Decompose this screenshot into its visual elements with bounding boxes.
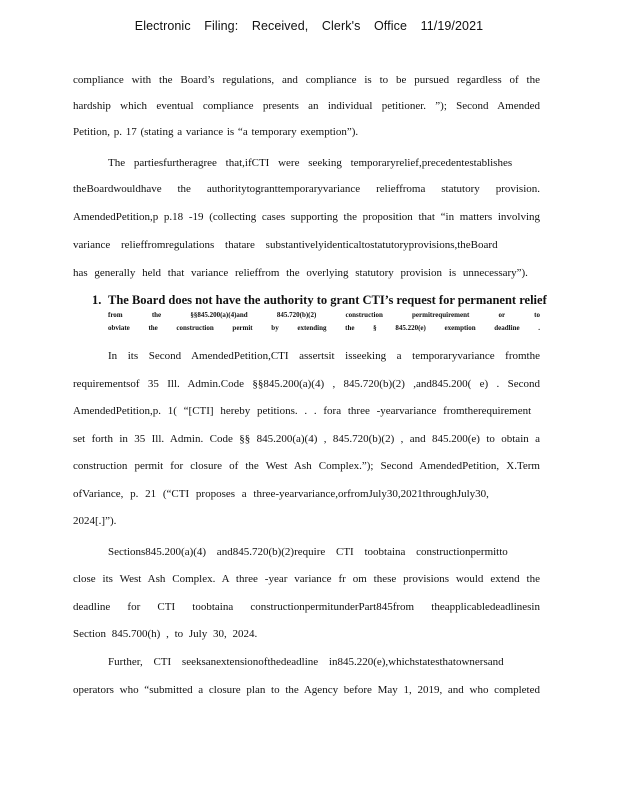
text-line: AmendedPetition,p p.18 -19 (collecting cases supporting the proposition that “in matters involving — [73, 211, 540, 223]
text-line: variance relieffromregulations thatare substantivelyidenticaltostatutoryprovisions,theBoard — [73, 239, 498, 251]
text-line: theBoardwouldhave the authoritytogranttemporaryvariance relieffroma statutory provision. — [73, 183, 540, 195]
text-line: requirementsof 35 Ill. Admin.Code §§845.200(a)(4) , 845.720(b)(2) ,and845.200( e) . Second — [73, 378, 540, 390]
text-line: deadline for CTI toobtaina constructionpermitunderPart845from theapplicabledeadlinesin — [73, 601, 540, 613]
heading-subline: obviate the construction permit by extending the § 845.220(e) exemption deadline . — [108, 324, 540, 332]
text-line: AmendedPetition,p. 1( “[CTI] hereby petitions. . . fora three -yearvariance fromtherequirement — [73, 405, 532, 417]
text-line: operators who “submitted a closure plan to the Agency before May 1, 2019, and who completed — [73, 684, 540, 696]
text-line: ofVariance, p. 21 (“CTI proposes a three-yearvariance,orfromJuly30,2021throughJuly30, — [73, 488, 489, 500]
text-line: construction permit for closure of the West Ash Complex.”); Second AmendedPetition, X.Term — [73, 460, 540, 472]
text-line: set forth in 35 Ill. Admin. Code §§ 845.200(a)(4) , 845.720(b)(2) , and 845.200(e) to obtain a — [73, 433, 540, 445]
filing-stamp-header: Electronic Filing: Received, Clerk's Office 11/19/2021 — [134, 19, 484, 33]
text-line: hardship which eventual compliance presents an individual petitioner. ”); Second Amended — [73, 100, 540, 112]
text-line: Section 845.700(h) , to July 30, 2024. — [73, 628, 258, 640]
text-line: close its West Ash Complex. A three -year variance fr om these provisions would extend the — [73, 573, 540, 585]
heading-number: 1. — [92, 293, 102, 307]
text-line: Petition, p. 17 (stating a variance is “a temporary exemption”). — [73, 126, 359, 138]
text-line: Further, CTI seeksanextensionofthedeadline in845.220(e),whichstatesthatownersand — [108, 656, 504, 668]
text-line: In its Second AmendedPetition,CTI assertsit isseeking a temporaryvariance fromthe — [108, 350, 540, 362]
heading-subline: from the §§845.200(a)(4)and 845.720(b)(2) construction permitrequirement or to — [108, 311, 540, 319]
text-line: Sections845.200(a)(4) and845.720(b)(2)require CTI toobtaina constructionpermitto — [108, 546, 508, 558]
text-line: The partiesfurtheragree that,ifCTI were seeking temporaryrelief,precedentestablishes — [108, 157, 513, 169]
text-line: 2024[.]”). — [73, 515, 117, 527]
text-line: has generally held that variance relieffrom the overlying statutory provision is unnecessary”). — [73, 267, 528, 279]
text-line: compliance with the Board’s regulations, and compliance is to be pursued regardless of the — [73, 74, 540, 86]
heading-title: The Board does not have the authority to grant CTI’s request for permanent relief — [108, 293, 547, 307]
